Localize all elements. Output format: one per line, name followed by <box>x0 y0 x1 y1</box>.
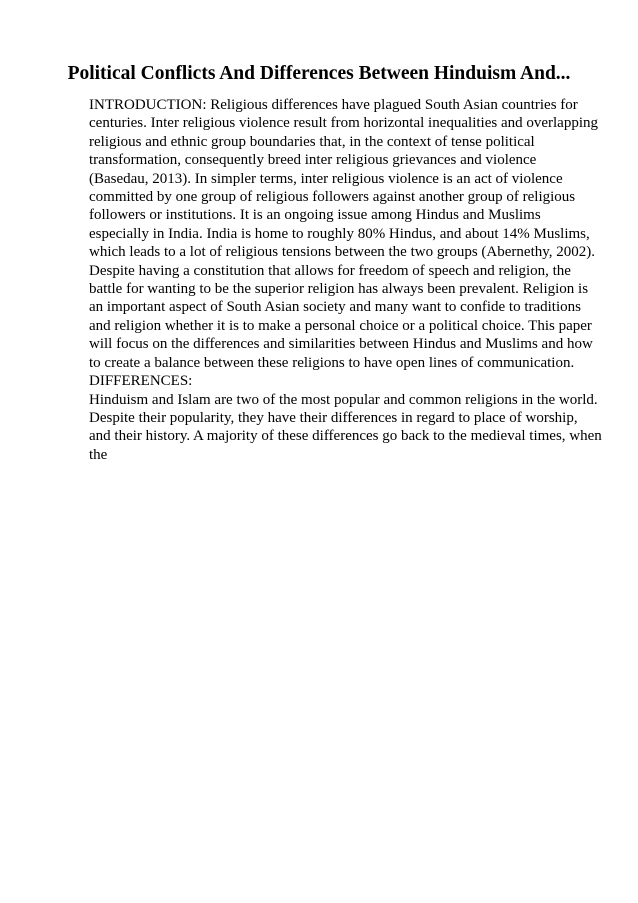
body-line: transformation, consequently breed inter religious grievances and violence <box>89 152 537 169</box>
body-line: committed by one group of religious followers against another group of religious <box>89 189 576 206</box>
body-line: an important aspect of South Asian society and many want to confide to traditions <box>89 299 581 316</box>
body-line: Despite their popularity, they have their differences in regard to place of worship, <box>89 409 578 426</box>
body-line: battle for wanting to be the superior religion has always been prevalent. Religion is <box>89 281 589 298</box>
body-line: and religion whether it is to make a personal choice or a political choice. This paper <box>89 317 592 334</box>
body-line: (Basedau, 2013). In simpler terms, inter religious violence is an act of violence <box>89 170 563 187</box>
section-heading-differences: DIFFERENCES: <box>89 373 193 390</box>
body-line: which leads to a lot of religious tensions between the two groups (Abernethy, 2002). <box>89 244 596 261</box>
body-line: will focus on the differences and similarities between Hindus and Muslims and how <box>89 336 593 353</box>
body-line: followers or institutions. It is an ongoing issue among Hindus and Muslims <box>89 207 541 224</box>
body-line: INTRODUCTION: Religious differences have plagued South Asian countries for <box>89 97 578 113</box>
body-line: religious and ethnic group boundaries that, in the context of tense political <box>89 133 535 150</box>
document-body <box>89 96 609 464</box>
document-title: Political Conflicts And Differences Between Hinduism And... <box>67 63 571 84</box>
body-line: the <box>89 446 108 463</box>
body-line: Despite having a constitution that allows for freedom of speech and religion, the <box>89 262 571 279</box>
body-line: and their history. A majority of these differences go back to the medieval times, when <box>89 428 602 445</box>
body-line: to create a balance between these religions to have open lines of communication. <box>89 354 575 371</box>
body-line: Hinduism and Islam are two of the most popular and common religions in the world. <box>89 391 598 408</box>
body-line: centuries. Inter religious violence result from horizontal inequalities and overlapping <box>89 115 599 132</box>
body-line: especially in India. India is home to roughly 80% Hindus, and about 14% Muslims, <box>89 225 590 242</box>
